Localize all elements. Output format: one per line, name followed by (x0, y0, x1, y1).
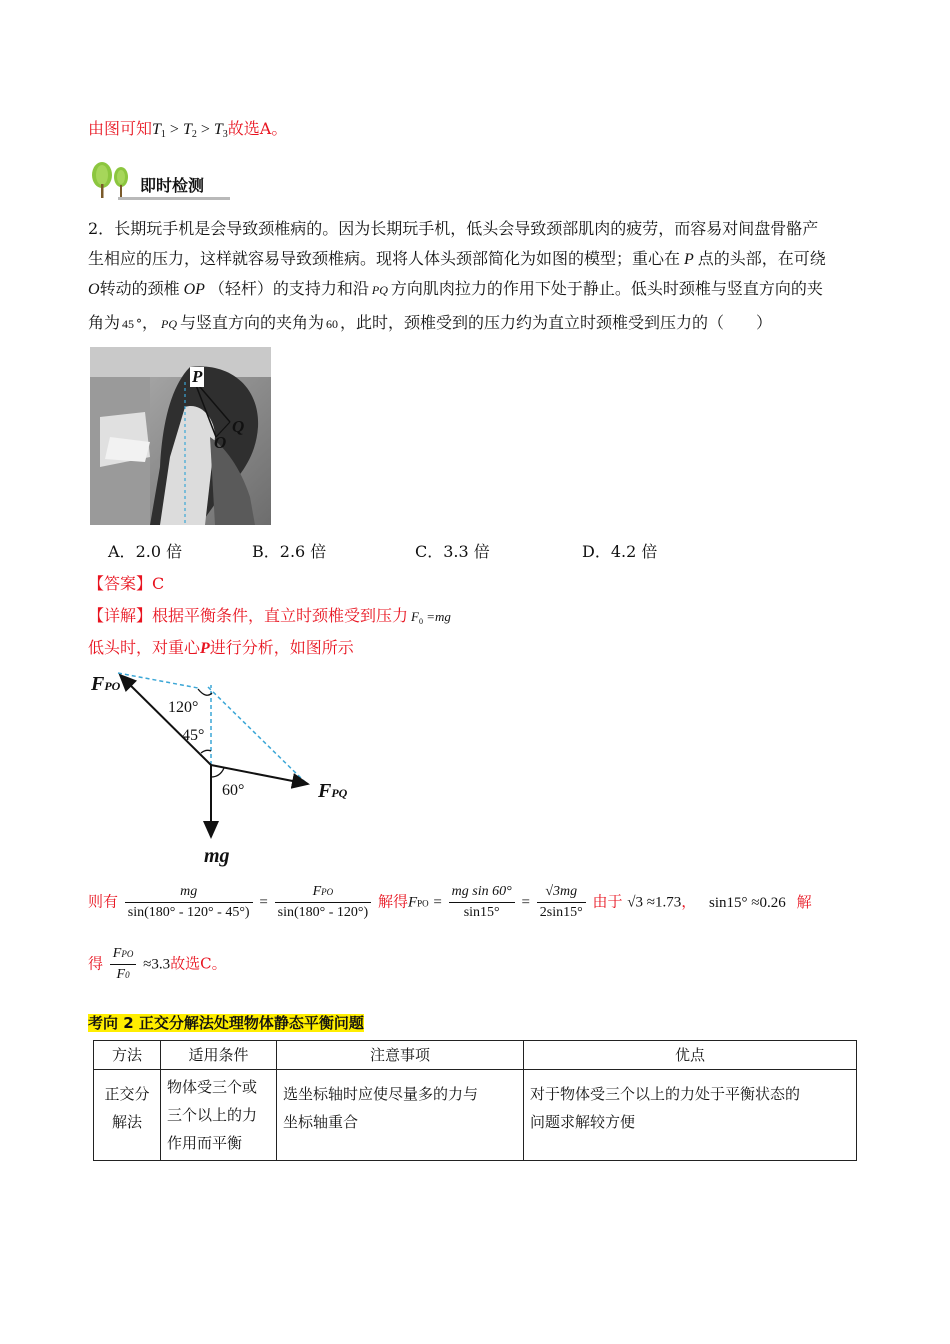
result-num (110, 946, 137, 965)
question-text-3a: 转动的颈椎 (99, 279, 180, 298)
result-frac (110, 946, 137, 983)
method-table (93, 1040, 857, 1161)
solve-sub: PO (417, 898, 429, 909)
detail-text-2a: 低头时，对重心 (88, 638, 201, 657)
eq-rhs-num (275, 884, 372, 903)
solve-num-1: mg sin 60° (449, 884, 515, 903)
option-b-text: 2.6 倍 (279, 542, 327, 561)
label-45: 45° (182, 727, 205, 744)
section2-title (88, 1012, 364, 1033)
question-text-2b: 点的头部，在可绕 (697, 249, 826, 268)
rod-op: OP (183, 281, 205, 298)
point-o: O (88, 281, 100, 298)
conclusion-suffix: 故选A。 (227, 119, 288, 138)
question-number: 2． (88, 219, 115, 238)
answer-line (88, 573, 164, 595)
photo-label-o: O (214, 433, 227, 452)
detail-text-2b: 进行分析，如图所示 (209, 638, 354, 657)
question-text-4c: 与竖直方向的夹角为 (180, 313, 325, 332)
question-text-3b: （轻杆）的支持力和沿 (208, 279, 369, 298)
table-header-row (94, 1041, 857, 1070)
fpo-f: F (91, 673, 105, 695)
comma: ， (681, 892, 697, 911)
option-a-letter: A． (108, 542, 136, 561)
notes-line-2: 坐标轴重合 (283, 1113, 359, 1131)
muscle-pq: PQ (371, 283, 388, 297)
muscle-pq-2: PQ (161, 317, 178, 331)
result-den-f: F (116, 967, 126, 982)
cell-method (94, 1070, 161, 1161)
label-fpo (91, 673, 120, 696)
section2-title-text: 考向 2 正交分解法处理物体静态平衡问题 (88, 1014, 364, 1032)
solve-den-1: sin15° (463, 905, 500, 920)
cell-condition (161, 1070, 277, 1161)
solve-num-2: √3mg (537, 884, 586, 903)
question-text-4d: ，此时，颈椎受到的压力约为直立时颈椎受到压力的（ ） (340, 313, 773, 332)
option-c-letter: C． (415, 542, 444, 561)
photo-label-p: P (192, 367, 203, 386)
option-a[interactable] (108, 541, 182, 563)
gt-2: > (200, 121, 210, 138)
t3-sub: 3 (222, 129, 228, 140)
t2-sub: 2 (191, 129, 197, 140)
sin15-approx: sin15° ≈0.26 (709, 894, 786, 911)
equation-line (88, 884, 812, 921)
label-mg: mg (204, 845, 230, 867)
option-c[interactable] (415, 541, 490, 563)
option-a-text: 2.0 倍 (135, 542, 183, 561)
condition-line-2: 三个以上的力 (167, 1106, 258, 1124)
label-fpq (318, 780, 347, 803)
header-condition: 适用条件 (161, 1041, 277, 1070)
result-den (110, 965, 137, 983)
eq-prefix: 则有 (88, 892, 119, 911)
advantage-line-2: 问题求解较方便 (530, 1113, 636, 1131)
question-line-1 (88, 218, 818, 240)
question-text-1: 长期玩手机是会导致颈椎病的。因为长期玩手机，低头会导致颈部肌肉的疲劳，而容易对间盘骨骼产 (114, 219, 819, 238)
method-line-1: 正交分 (104, 1085, 150, 1103)
result-num-sub: PO (121, 949, 134, 959)
header-advantage: 优点 (524, 1041, 857, 1070)
f0-sub: 0 (418, 617, 423, 626)
eq-rhs-sub: PO (321, 887, 334, 897)
eq-sign: = (259, 894, 268, 911)
neck-photo (90, 347, 271, 525)
question-line-2 (88, 248, 826, 271)
answer-value: C (152, 574, 165, 593)
question-line-4: 角为 45 °， PQ 与竖直方向的夹角为 60 ，此时，颈椎受到的压力约为直立时颈椎受到压力的（ ） (88, 313, 773, 332)
t1: T (152, 121, 161, 138)
detail-line-1 (88, 605, 451, 633)
condition-line-1: 物体受三个或 (167, 1078, 258, 1096)
condition-line-3: 作用而平衡 (167, 1134, 243, 1152)
angle-60: 60 (326, 317, 339, 331)
option-d-text: 4.2 倍 (610, 542, 658, 561)
label-60: 60° (222, 782, 245, 799)
solve-frac-1 (449, 884, 515, 921)
header-method: 方法 (94, 1041, 161, 1070)
solve-frac-2 (537, 884, 586, 921)
question-text-3c: 方向肌肉拉力的作用下处于静止。低头时颈椎与竖直方向的夹 (390, 279, 823, 298)
cell-notes (277, 1070, 524, 1161)
t3: T (213, 121, 223, 138)
dashed-right (208, 687, 306, 783)
result-num-f: F (112, 946, 122, 961)
detail-formula (411, 609, 451, 624)
fpq-sub: PQ (331, 786, 348, 800)
question-line-3 (88, 278, 823, 301)
option-c-text: 3.3 倍 (443, 542, 490, 561)
header-notes: 注意事项 (277, 1041, 524, 1070)
question-text-4b: ， (142, 313, 159, 332)
notes-line-1: 选坐标轴时应使尽量多的力与 (283, 1085, 479, 1103)
option-d-letter: D． (582, 542, 611, 561)
question-text-4a: 角为 (88, 313, 121, 332)
eq-tail: 解 (796, 892, 812, 911)
table-row (94, 1070, 857, 1161)
advantage-line-1: 对于物体受三个以上的力处于平衡状态的 (530, 1085, 801, 1103)
answer-label: 【答案】 (88, 574, 153, 593)
point-p-2: P (200, 640, 210, 657)
label-120: 120° (168, 699, 199, 716)
t2: T (182, 121, 192, 138)
force-diagram-svg (88, 665, 368, 875)
sqrt3-approx: √3 ≈1.73 (627, 894, 682, 911)
point-p: P (684, 251, 694, 268)
solve-f: F (407, 894, 418, 911)
detail-text: 根据平衡条件，直立时颈椎受到压力 (152, 606, 409, 625)
force-diagram (88, 665, 368, 875)
cell-advantage (524, 1070, 857, 1161)
option-b[interactable] (252, 541, 326, 563)
result-line (88, 946, 227, 983)
option-d[interactable] (582, 541, 657, 563)
eq-rhs-den: sin(180° - 120°) (277, 905, 369, 920)
conclusion-math (152, 121, 228, 138)
detail-label: 【详解】 (88, 606, 153, 625)
detail-line-2 (88, 637, 354, 660)
eq-lhs-den: sin(180° - 120° - 45°) (127, 905, 250, 920)
option-b-letter: B． (252, 542, 280, 561)
eq-rhs-f: F (312, 884, 322, 899)
t1-sub: 1 (160, 129, 166, 140)
tree-icon (88, 160, 138, 200)
method-line-2: 解法 (111, 1113, 142, 1131)
fpq-f: F (318, 780, 332, 802)
eq-rhs (275, 884, 372, 921)
result-approx: ≈3.3 (143, 956, 171, 973)
f0: F (411, 609, 419, 624)
gt-1: > (169, 121, 179, 138)
section-banner (88, 160, 230, 202)
question-text-2: 生相应的压力，这样就容易导致颈椎病。现将人体头颈部简化为如图的模型；重心在 (88, 249, 681, 268)
angle-45: 45 (122, 317, 135, 331)
since-label: 由于 (592, 892, 623, 911)
solve-eq-2: = (521, 894, 530, 911)
eq-lhs-num: mg (125, 884, 253, 903)
eq-lhs (125, 884, 253, 921)
banner-label: 即时检测 (140, 176, 205, 195)
result-prefix: 得 (88, 954, 104, 973)
solve-label: 解得 (377, 892, 408, 911)
f0-rhs: =mg (426, 609, 451, 624)
result-suffix: 故选C。 (170, 954, 227, 973)
solve-eq: = (433, 894, 442, 911)
photo-label-q: Q (232, 417, 245, 436)
result-den-sub: 0 (125, 970, 130, 980)
conclusion-prefix: 由图可知 (88, 119, 153, 138)
solve-den-2: 2sin15° (539, 905, 583, 920)
banner-underline (118, 197, 230, 200)
top-conclusion (88, 118, 287, 146)
fpo-sub: PO (104, 679, 121, 693)
